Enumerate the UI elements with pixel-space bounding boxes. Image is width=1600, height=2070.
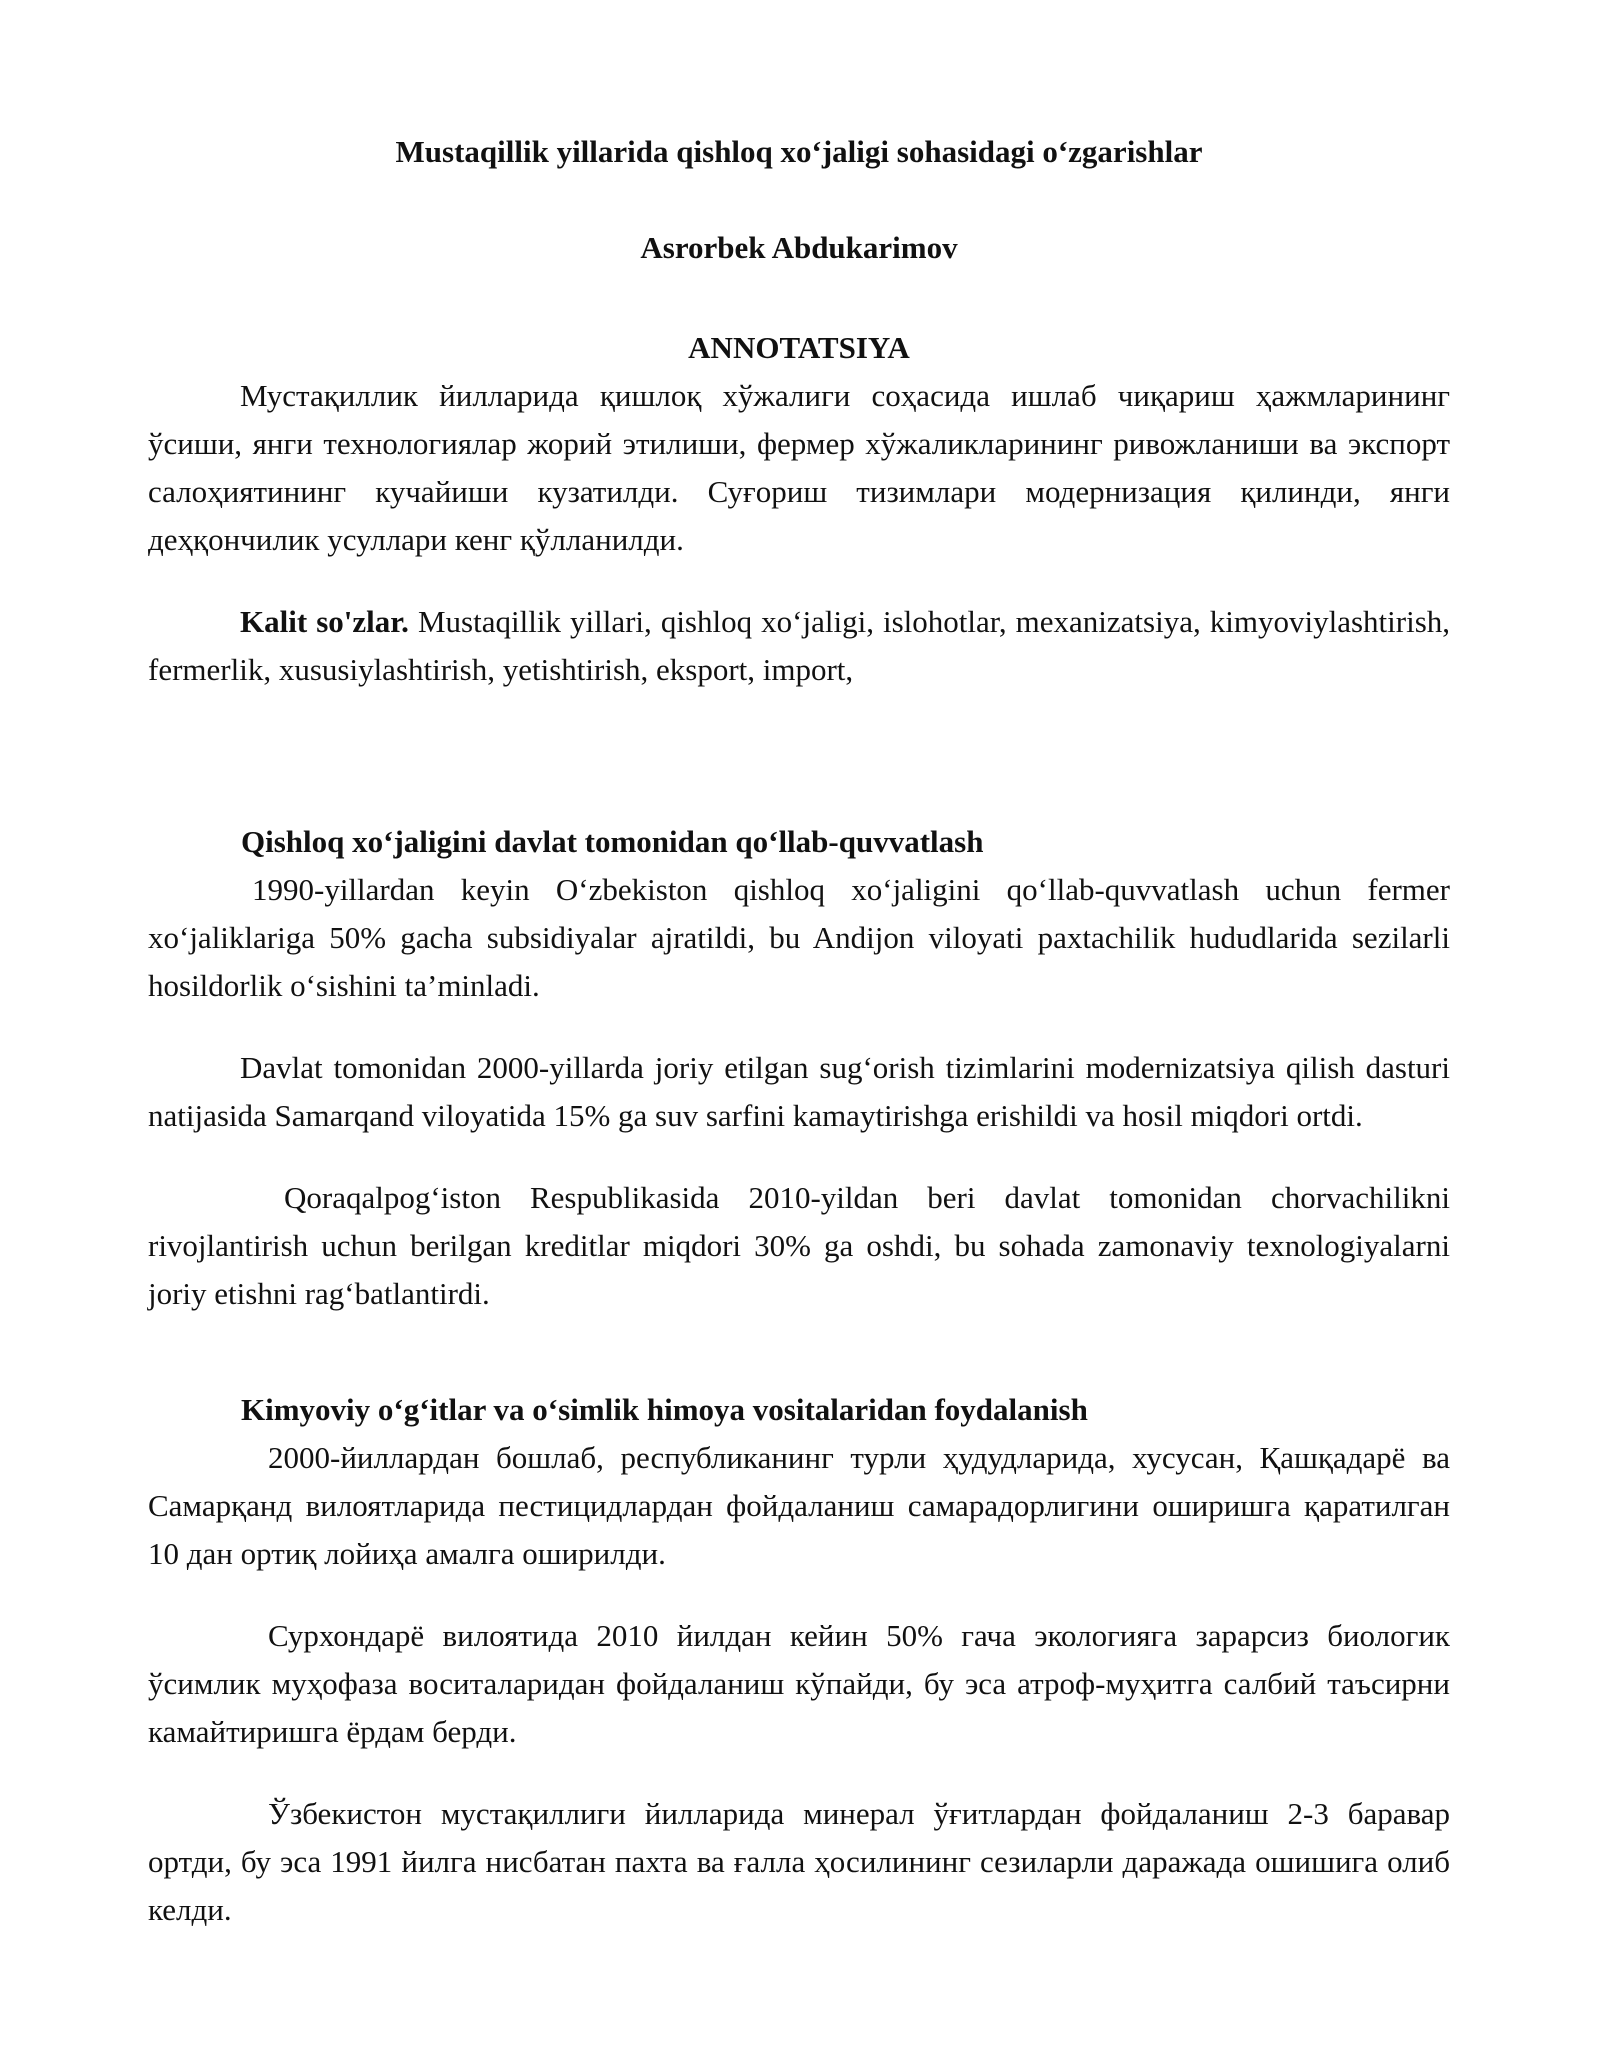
keywords-label: Kalit so'zlar. (240, 604, 409, 639)
section1-paragraph-2: Davlat tomonidan 2000-yillarda joriy etilgan sug‘orish tizimlarini modernizatsiya qilish dasturi natijasida Samarqand viloyatida 15% ga suv sarfini kamaytirishga erishildi va hosil miqdori ortdi. (148, 1050, 1450, 1133)
section1-paragraph-3: Qoraqalpog‘iston Respublikasida 2010-yildan beri davlat tomonidan chorvachilikni rivojlantirish uchun berilgan kreditlar miqdori 30% ga oshdi, bu sohada zamonaviy texnologiyalarni joriy etishni rag‘batlantirdi. (148, 1180, 1450, 1311)
section-heading-fertilizers: Kimyoviy o‘g‘itlar va o‘simlik himoya vositalaridan foydalanish (241, 1392, 1088, 1427)
section-heading-state-support: Qishloq xo‘jaligini davlat tomonidan qo‘llab-quvvatlash (241, 824, 984, 859)
keywords-list: Mustaqillik yillari, qishloq xo‘jaligi, islohotlar, mexanizatsiya, kimyoviylashtirish, fermerlik, xususiylashtirish, yetishtirish, eksport, import, (148, 604, 1451, 687)
author-name: Asrorbek Abdukarimov (640, 230, 958, 265)
section1-paragraph-1: 1990-yillardan keyin O‘zbekiston qishloq xo‘jaligini qo‘llab-quvvatlash uchun fermer xo‘jaliklariga 50% gacha subsidiyalar ajratildi, bu Andijon viloyati paxtachilik hududlarida sezilarli hosildorlik o‘sishini ta’minladi. (148, 872, 1450, 1003)
document-title: Mustaqillik yillarida qishloq xo‘jaligi sohasidagi o‘zgarishlar (395, 134, 1203, 169)
keywords-paragraph (148, 598, 1450, 694)
annotation-paragraph: Мустақиллик йилларида қишлоқ хўжалиги соҳасида ишлаб чиқариш ҳажмларининг ўсиши, янги технологиялар жорий этилиши, фермер хўжаликларининг ривожланиши ва экспорт салоҳиятининг кучайиши кузатилди. Суғориш тизимлари модернизация қилинди, янги деҳқончилик усуллари кенг қўлланилди. (148, 378, 1450, 557)
section2-paragraph-3: Ўзбекистон мустақиллиги йилларида минерал ўғитлардан фойдаланиш 2-3 баравар ортди, бу эса 1991 йилга нисбатан пахта ва ғалла ҳосилининг сезиларли даражада ошишига олиб келди. (148, 1796, 1450, 1927)
section2-paragraph-2: Сурхондарё вилоятида 2010 йилдан кейин 50% гача экологияга зарарсиз биологик ўсимлик муҳофаза воситаларидан фойдаланиш кўпайди, бу эса атроф-муҳитга салбий таъсирни камайтиришга ёрдам берди. (148, 1618, 1450, 1749)
annotation-heading: ANNOTATSIYA (688, 330, 910, 365)
section2-paragraph-1: 2000-йиллардан бошлаб, республиканинг турли ҳудудларида, хусусан, Қашқадарё ва Самарқанд вилоятларида пестицидлардан фойдаланиш самарадорлигини оширишга қаратилган 10 дан ортиқ лойиҳа амалга оширилди. (148, 1440, 1450, 1571)
document-page (148, 128, 1450, 1934)
